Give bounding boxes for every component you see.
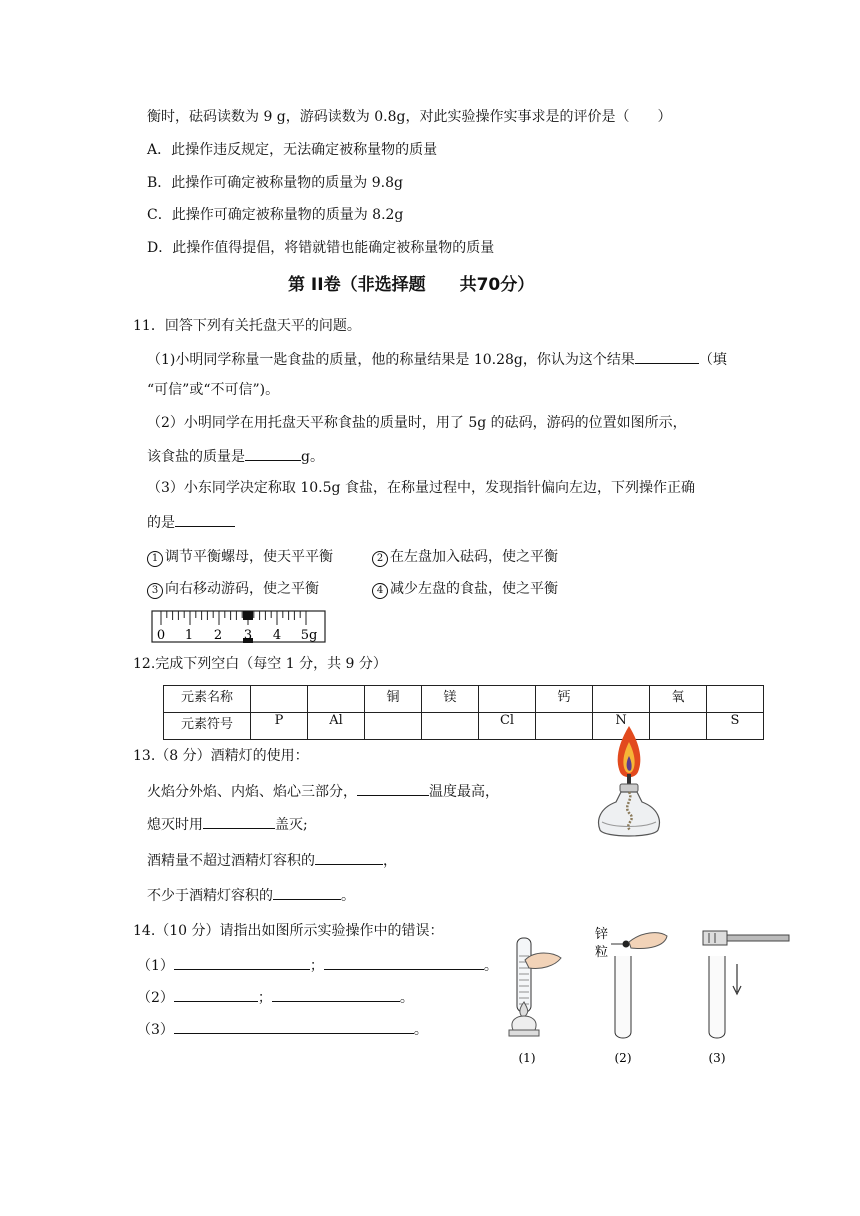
q11-part1-fill-hint: （填 <box>698 352 727 368</box>
q14-row1-end: 。 <box>483 958 498 974</box>
q11-part3-line1: （3）小东同学决定称取 10.5g 食盐，在称量过程中，发现指针偏向左边，下列操作正确 <box>147 480 695 496</box>
q13-line4-text: 不少于酒精灯容积的 <box>147 888 273 904</box>
q13-blank-3[interactable] <box>315 849 383 865</box>
q13-line1 <box>147 780 499 802</box>
q14-row-3 <box>137 1018 428 1040</box>
name-cell: 镁 <box>422 686 479 713</box>
q14-row1-sep: ； <box>309 958 324 974</box>
element-name-row <box>164 686 764 713</box>
q11-part2-unit: g。 <box>301 449 324 465</box>
q10-stem-continued: 衡时，砝码读数为 9 g，游码读数为 0.8g，对此实验操作实事求是的评价是（ ） <box>147 109 672 125</box>
choice-number-2: 2 <box>372 551 388 567</box>
q13-blank-2[interactable] <box>203 813 275 829</box>
row-label-symbol: 元素符号 <box>164 713 251 740</box>
name-cell[interactable] <box>251 686 308 713</box>
name-cell[interactable] <box>479 686 536 713</box>
q14-blank-2a[interactable] <box>174 986 258 1002</box>
q13-line4 <box>147 884 355 906</box>
q13-blank-1[interactable] <box>357 780 429 796</box>
ruler-label-1: 1 <box>184 628 194 643</box>
section-title: 第 II卷（非选择题 共70分） <box>288 275 535 295</box>
q13-stem: 13.（8 分）酒精灯的使用： <box>133 748 309 764</box>
figure-label-1: (1) <box>518 1051 536 1065</box>
q11-part3-line2 <box>147 511 235 533</box>
figure-2-zinc-granule <box>595 926 667 1038</box>
q14-row-2 <box>137 986 414 1008</box>
q14-row-1 <box>137 954 498 976</box>
choice-text-3: 向右移动游码，使之平衡 <box>165 581 319 597</box>
zinc-label-top: 锌 <box>595 927 609 942</box>
q10-option-d: D．此操作值得提倡，将错就错也能确定被称量物的质量 <box>147 240 495 256</box>
symbol-cell[interactable] <box>422 713 479 740</box>
q14-blank-1b[interactable] <box>324 954 484 970</box>
symbol-cell: Al <box>308 713 365 740</box>
element-symbol-row <box>164 713 764 740</box>
q11-choice-1 <box>147 547 333 567</box>
q14-stem: 14.（10 分）请指出如图所示实验操作中的错误： <box>133 923 444 939</box>
ruler-label-5g: 5g <box>300 628 318 643</box>
q12-stem: 12.完成下列空白（每空 1 分，共 9 分） <box>133 656 387 672</box>
zinc-label-bottom: 粒 <box>595 945 609 960</box>
name-cell: 铜 <box>365 686 422 713</box>
q11-choice-3 <box>147 579 319 599</box>
q11-part2-blank[interactable] <box>245 445 301 461</box>
symbol-cell: N <box>593 713 650 740</box>
symbol-cell: S <box>707 713 764 740</box>
q11-part2-line1: （2）小明同学在用托盘天平称食盐的质量时，用了 5g 的砝码，游码的位置如图所示， <box>147 415 687 431</box>
q14-blank-2b[interactable] <box>272 986 400 1002</box>
name-cell[interactable] <box>707 686 764 713</box>
q13-line3-tail: ， <box>383 853 397 869</box>
q14-row2-end: 。 <box>399 990 414 1006</box>
choice-text-2: 在左盘加入砝码，使之平衡 <box>390 549 558 565</box>
alcohol-lamp-image <box>594 722 664 842</box>
q10-option-c: C．此操作可确定被称量物的质量为 8.2g <box>147 207 404 223</box>
element-table <box>163 685 764 740</box>
q11-part1-blank[interactable] <box>635 348 699 364</box>
q14-row1-label: （1） <box>137 958 174 974</box>
q13-line2 <box>147 813 308 835</box>
figure-label-3: (3) <box>708 1051 726 1065</box>
symbol-cell[interactable] <box>365 713 422 740</box>
ruler-label-4: 4 <box>272 628 282 643</box>
q13-blank-4[interactable] <box>273 884 341 900</box>
q11-part1-line2: “可信”或“不可信”)。 <box>147 382 280 398</box>
symbol-cell: Cl <box>479 713 536 740</box>
q11-part2-line2 <box>147 445 324 467</box>
q14-row2-sep: ； <box>257 990 272 1006</box>
q14-row3-end: 。 <box>413 1022 428 1038</box>
name-cell[interactable] <box>308 686 365 713</box>
ruler-label-3: 3 <box>243 628 253 643</box>
q14-row3-label: （3） <box>137 1022 174 1038</box>
q11-choice-2 <box>372 547 558 567</box>
test-tube-icon <box>615 956 631 1038</box>
symbol-cell[interactable] <box>536 713 593 740</box>
symbol-cell: P <box>251 713 308 740</box>
q11-part3-blank[interactable] <box>175 511 235 527</box>
rider-top <box>243 611 253 620</box>
figure-1-heating-test-tube <box>509 938 561 1036</box>
row-label-name: 元素名称 <box>164 686 251 713</box>
q13-line4-tail: 。 <box>341 888 355 904</box>
figure-label-2: (2) <box>614 1051 632 1065</box>
q11-part1-line1 <box>147 348 727 370</box>
q10-option-b: B．此操作可确定被称量物的质量为 9.8g <box>147 175 403 191</box>
q13-line3 <box>147 849 397 871</box>
ruler-label-2: 2 <box>213 628 223 643</box>
q11-part2-text: 该食盐的质量是 <box>147 449 245 465</box>
choice-number-1: 1 <box>147 551 163 567</box>
q13-line1-tail: 温度最高， <box>429 784 499 800</box>
test-tube-icon <box>709 956 725 1038</box>
choice-number-4: 4 <box>372 583 388 599</box>
q13-line2-tail: 盖灭; <box>275 817 308 833</box>
q13-line1-text: 火焰分外焰、内焰、焰心三部分， <box>147 784 357 800</box>
name-cell: 钙 <box>536 686 593 713</box>
q14-blank-1a[interactable] <box>174 954 310 970</box>
q11-part1-text: （1)小明同学称量一匙食盐的质量，他的称量结果是 10.28g，你认为这个结果 <box>147 352 635 368</box>
q13-line3-text: 酒精量不超过酒精灯容积的 <box>147 853 315 869</box>
figure-3-test-tube-clamp <box>703 931 789 1038</box>
choice-text-1: 调节平衡螺母，使天平平衡 <box>165 549 333 565</box>
q11-stem: 11．回答下列有关托盘天平的问题。 <box>133 318 361 334</box>
name-cell: 氧 <box>650 686 707 713</box>
wick-holder <box>620 784 638 792</box>
q10-option-a: A．此操作违反规定，无法确定被称量物的质量 <box>147 142 438 158</box>
q14-row2-label: （2） <box>137 990 174 1006</box>
balance-rider-ruler <box>151 610 327 644</box>
name-cell[interactable] <box>593 686 650 713</box>
hand-icon <box>629 933 667 949</box>
q14-blank-3[interactable] <box>174 1018 414 1034</box>
q11-choice-4 <box>372 579 558 599</box>
choice-number-3: 3 <box>147 583 163 599</box>
q13-line2-text: 熄灭时用 <box>147 817 203 833</box>
lab-operations-figure <box>495 922 795 1068</box>
ruler-label-0: 0 <box>156 628 166 643</box>
zinc-granule-icon <box>623 941 630 948</box>
q11-part3-text: 的是 <box>147 515 175 531</box>
choice-text-4: 减少左盘的食盐，使之平衡 <box>390 581 558 597</box>
